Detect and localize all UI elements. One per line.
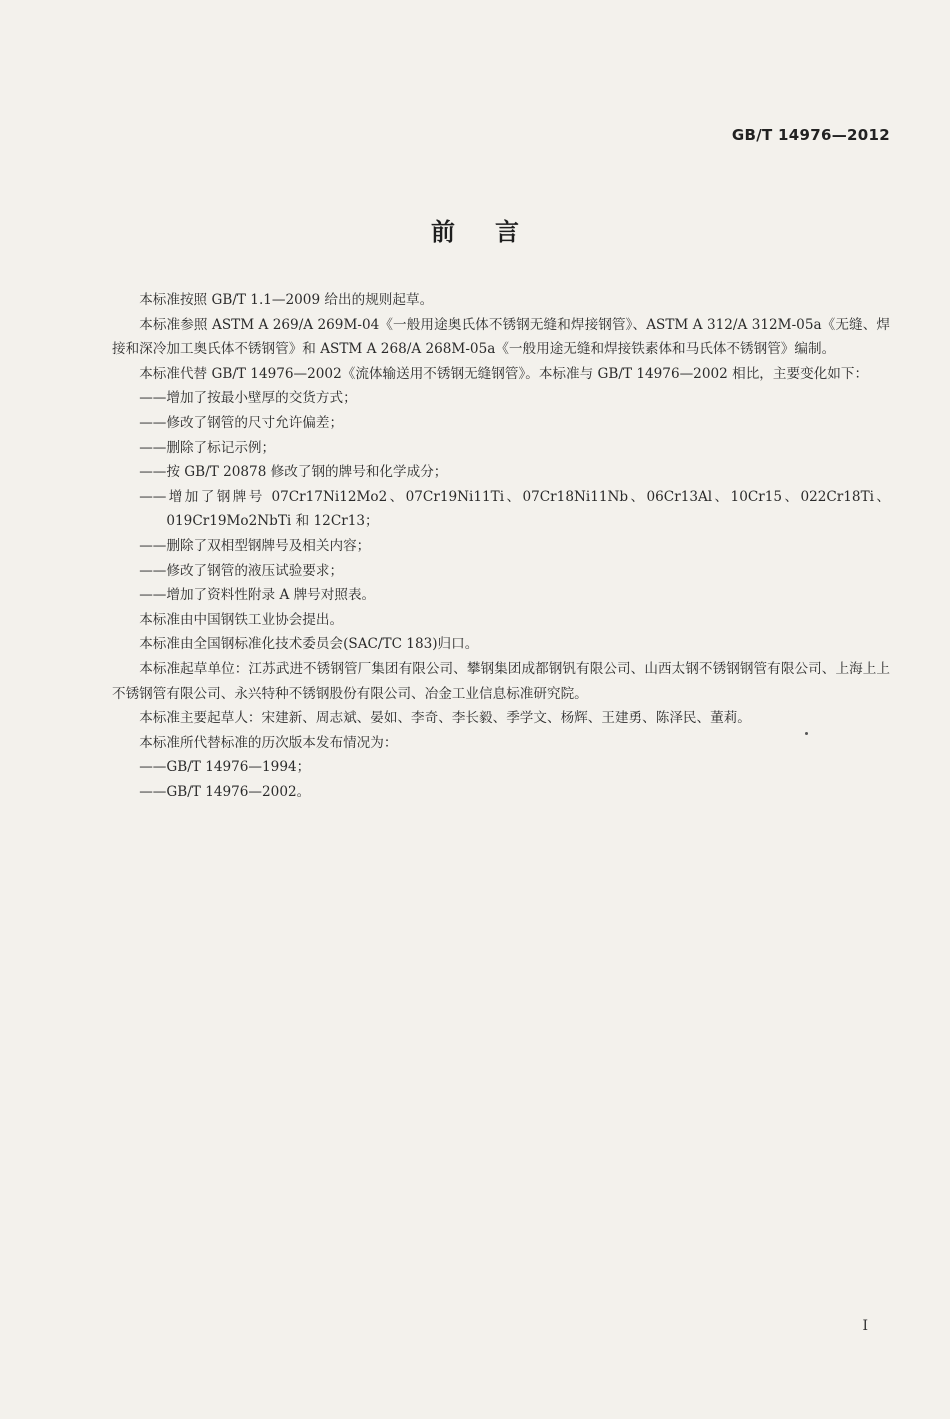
paragraph-proposer: 本标准由中国钢铁工业协会提出。: [139, 611, 344, 628]
change-item: ——按 GB/T 20878 修改了钢的牌号和化学成分；: [139, 464, 448, 481]
scan-speck: [805, 732, 808, 735]
paragraph-technical-committee: 本标准由全国钢标准化技术委员会(SAC/TC 183)归口。: [139, 636, 479, 653]
change-item: ——增加了按最小壁厚的交货方式；: [139, 390, 357, 407]
paragraph-replacement: 本标准代替 GB/T 14976—2002《流体输送用不锈钢无缝钢管》。本标准与 GB/T 14976—2002 相比，主要变化如下：: [139, 365, 869, 382]
paragraph-version-history: 本标准所代替标准的历次版本发布情况为：: [139, 734, 398, 751]
page-title: 前言: [431, 218, 559, 246]
change-item: ——增加了钢牌号 07Cr17Ni12Mo2、07Cr19Ni11Ti、07Cr18Ni11Nb、06Cr13Al、10Cr15、022Cr18Ti、019Cr19Mo2NbTi 和 12Cr13；: [139, 488, 890, 530]
version-item: ——GB/T 14976—2002。: [139, 783, 311, 800]
change-item: ——删除了标记示例；: [139, 439, 276, 456]
foreword-body: [112, 288, 890, 804]
version-item: ——GB/T 14976—1994；: [139, 759, 311, 776]
change-item: ——删除了双相型钢牌号及相关内容；: [139, 537, 371, 554]
standard-number: GB/T 14976—2012: [731, 126, 890, 144]
paragraph-drafting-units: 本标准起草单位：江苏武进不锈钢管厂集团有限公司、攀钢集团成都钢钒有限公司、山西太钢不锈钢钢管有限公司、上海上上不锈钢管有限公司、永兴特种不锈钢股份有限公司、冶金工业信息标准研究院。: [112, 660, 890, 702]
change-item: ——修改了钢管的液压试验要求；: [139, 562, 344, 579]
change-item: ——修改了钢管的尺寸允许偏差；: [139, 414, 344, 431]
paragraph-drafters: 本标准主要起草人：宋建新、周志斌、晏如、李奇、李长毅、季学文、杨辉、王建勇、陈泽民、董莉。: [139, 710, 751, 727]
page-number: I: [862, 1318, 868, 1334]
paragraph-reference-standards: 本标准参照 ASTM A 269/A 269M-04《一般用途奥氏体不锈钢无缝和焊接钢管》、ASTM A 312/A 312M-05a《无缝、焊接和深冷加工奥氏体不锈钢管》和 ASTM A 268/A 268M-05a《一般用途无缝和焊接铁素体和马氏体不锈钢管》编制。: [112, 316, 890, 358]
paragraph-drafting-rules: 本标准按照 GB/T 1.1—2009 给出的规则起草。: [139, 292, 434, 308]
change-item: ——增加了资料性附录 A 牌号对照表。: [139, 587, 376, 604]
